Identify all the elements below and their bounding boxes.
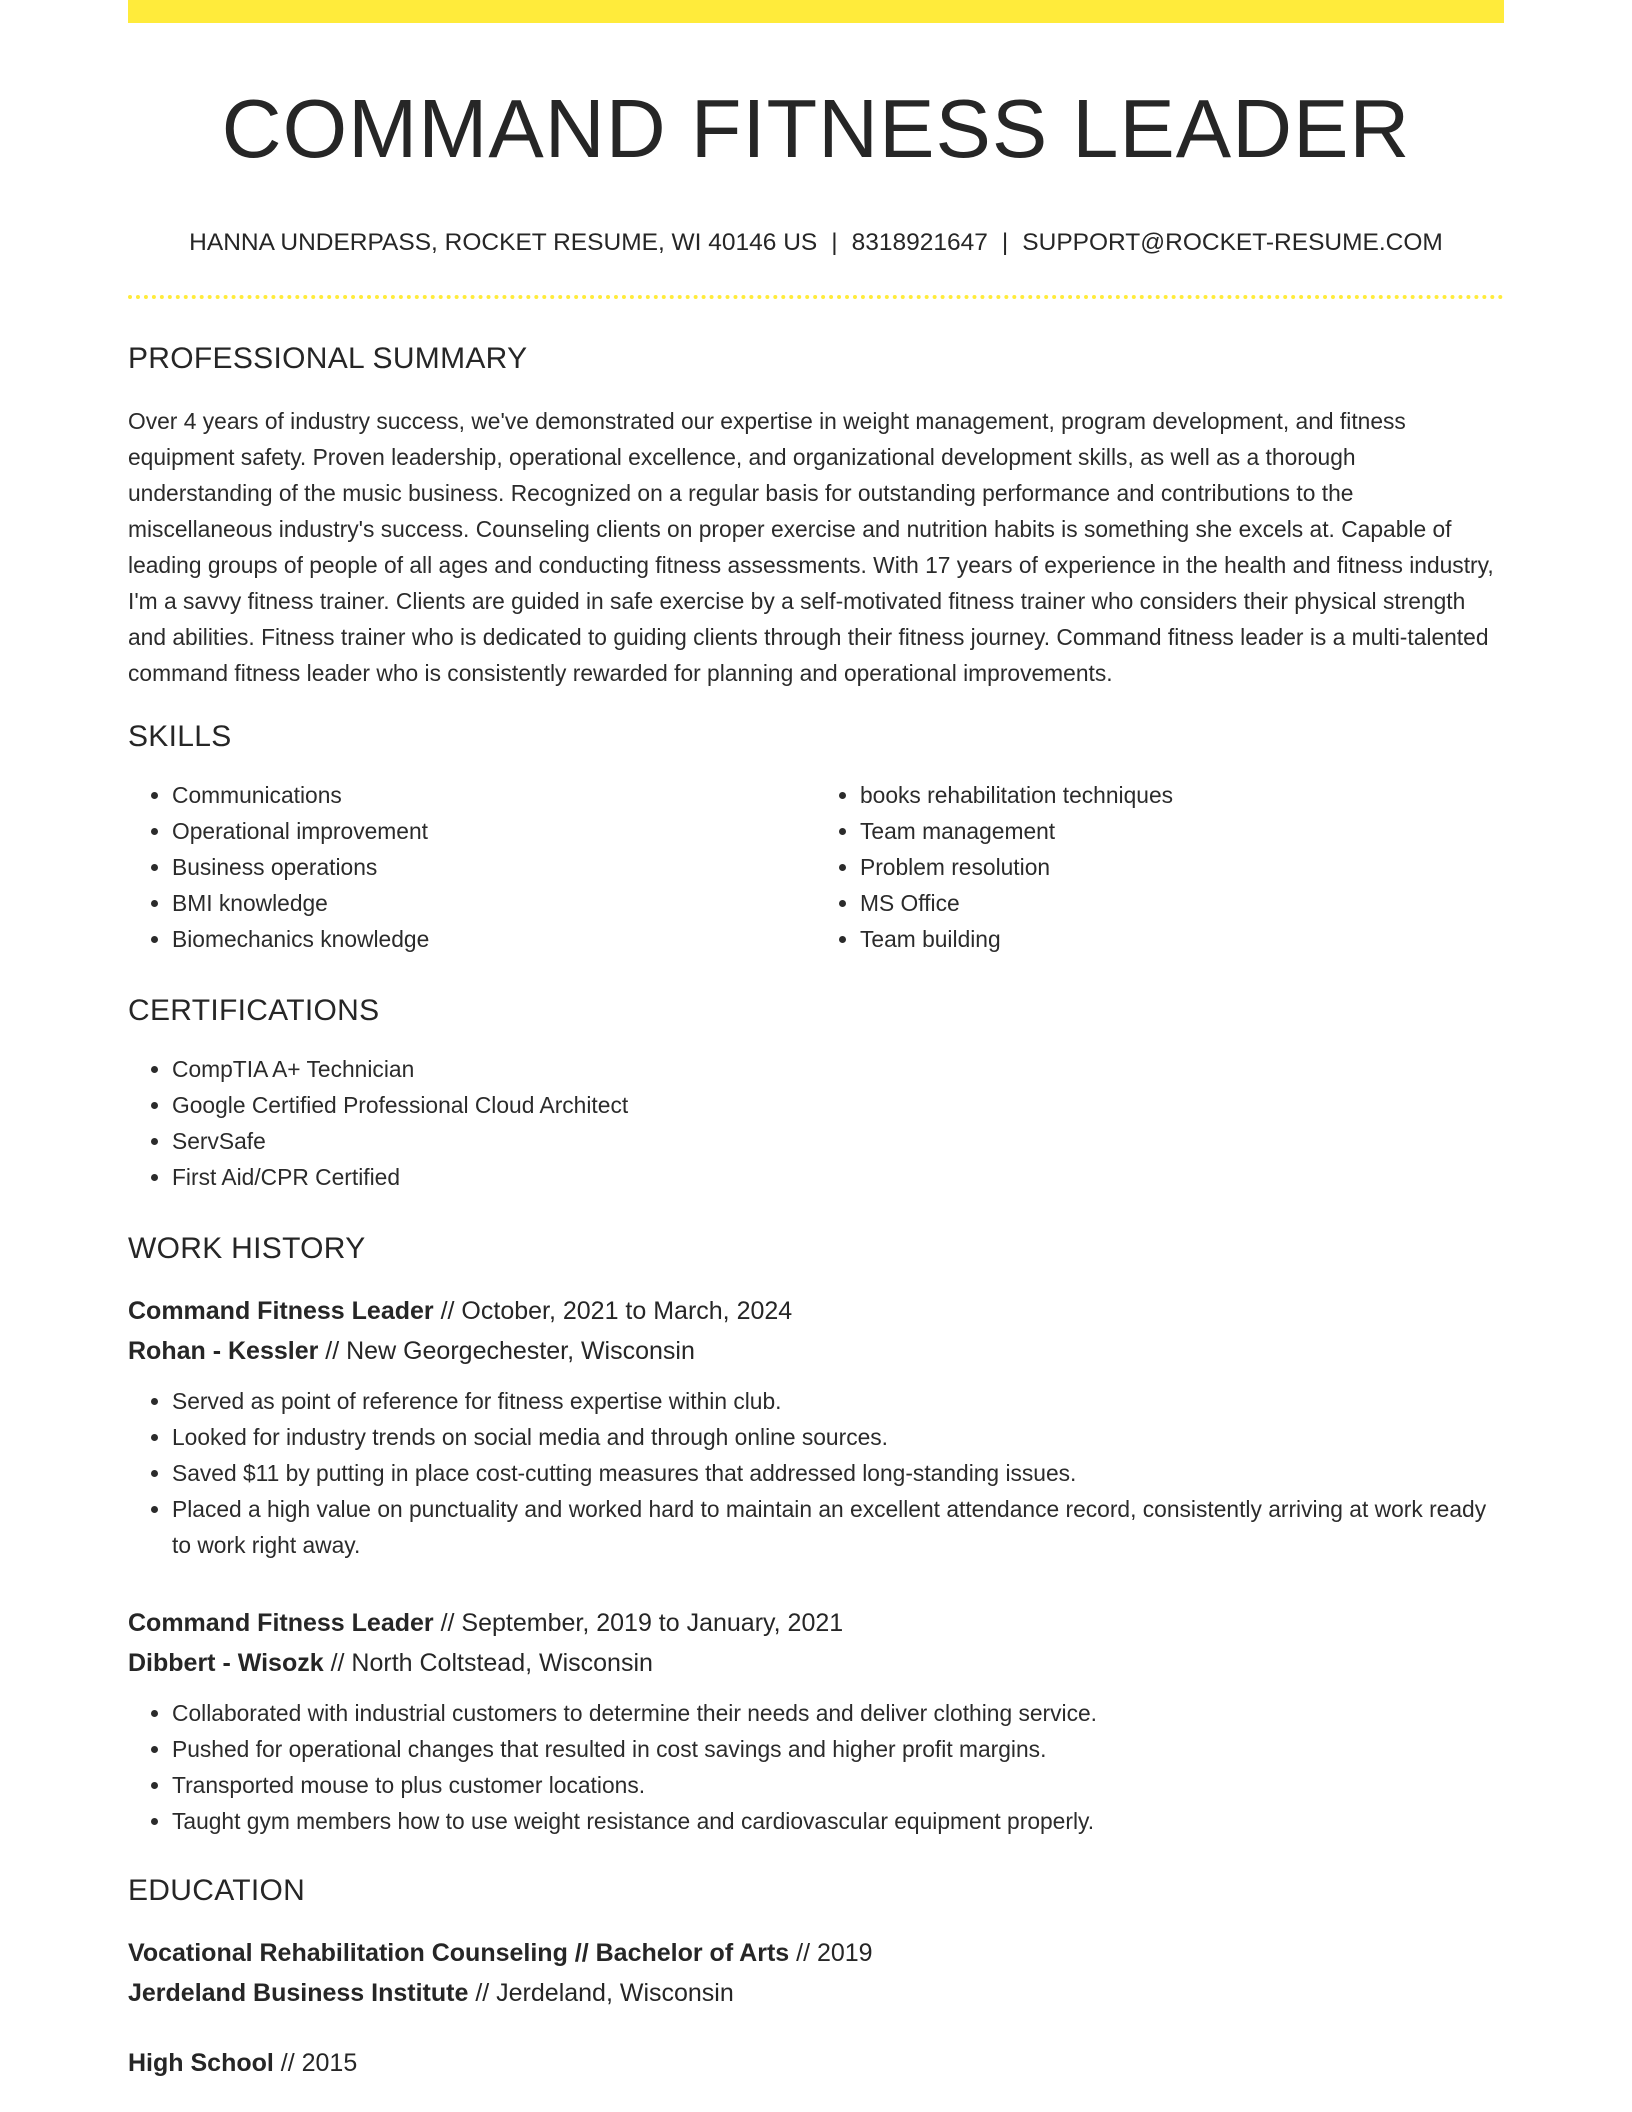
summary-text: Over 4 years of industry success, we've demonstrated our expertise in weight management, program development, and fitness equipment safety. Proven leadership, operational excellence, and organizational development skills, as well as a thorough understanding of the music business. Recognized on a regular basis for outstanding performance and contributions to the miscellaneous industry's success. Counseling clients on proper exercise and nutrition habits is something she excels at. Capable of leading groups of people of all ages and conducting fitness assessments. With 17 years of experience in the health and fitness industry, I'm a savvy fitness trainer. Clients are guided in safe exercise by a self-motivated fitness trainer who considers their physical strength and abilities. Fitness trainer who is dedicated to guiding clients through their fitness journey. Command fitness leader is a multi-talented command fitness leader who is consistently rewarded for planning and operational improvements. bbox=[128, 408, 1494, 687]
job-dates: // October, 2021 to March, 2024 bbox=[433, 1297, 793, 1326]
job-location: // New Georgechester, Wisconsin bbox=[318, 1337, 695, 1366]
skill-item: • Communications bbox=[172, 777, 816, 813]
education-year: // 2015 bbox=[273, 2049, 358, 2078]
skills-heading: SKILLS bbox=[128, 720, 232, 754]
job-bullets bbox=[128, 1383, 1504, 1563]
education-heading: EDUCATION bbox=[128, 1874, 306, 1908]
certification-item: • First Aid/CPR Certified bbox=[172, 1159, 1504, 1195]
education-school: Jerdeland Business Institute bbox=[128, 1979, 469, 2008]
job-title-line bbox=[128, 1291, 1504, 1331]
job-dates: // September, 2019 to January, 2021 bbox=[433, 1609, 844, 1638]
education-location: // Jerdeland, Wisconsin bbox=[468, 1979, 734, 2008]
accent-top-bar bbox=[128, 0, 1504, 23]
education-degree-line bbox=[128, 1933, 1504, 1973]
certification-item: • CompTIA A+ Technician bbox=[172, 1051, 1504, 1087]
skill-item: • Problem resolution bbox=[860, 849, 1504, 885]
education-degree-line bbox=[128, 2043, 1504, 2083]
skill-item: • Biomechanics knowledge bbox=[172, 921, 816, 957]
job-bullet: • Served as point of reference for fitness expertise within club. bbox=[172, 1383, 1504, 1419]
job-company: Rohan - Kessler bbox=[128, 1337, 319, 1366]
skill-item: • BMI knowledge bbox=[172, 885, 816, 921]
education-section bbox=[128, 1873, 1504, 2083]
contact-phone: 8318921647 bbox=[851, 229, 988, 256]
job-title-line bbox=[128, 1603, 1504, 1643]
work-history-section bbox=[128, 1231, 1504, 1839]
job-bullet: • Saved $11 by putting in place cost-cutting measures that addressed long-standing issues. bbox=[172, 1455, 1504, 1491]
skill-item: • Team building bbox=[860, 921, 1504, 957]
skill-item: • Team management bbox=[860, 813, 1504, 849]
job-bullets bbox=[128, 1695, 1504, 1839]
job-bullet: • Taught gym members how to use weight resistance and cardiovascular equipment properly. bbox=[172, 1803, 1504, 1839]
summary-heading: PROFESSIONAL SUMMARY bbox=[128, 342, 528, 376]
job-bullet: • Looked for industry trends on social media and through online sources. bbox=[172, 1419, 1504, 1455]
education-entry bbox=[128, 1933, 1504, 2013]
job-title: Command Fitness Leader bbox=[128, 1609, 434, 1638]
work-history-heading: WORK HISTORY bbox=[128, 1232, 366, 1266]
certifications-list bbox=[128, 1051, 1504, 1195]
contact-line bbox=[128, 228, 1504, 257]
education-degree: Vocational Rehabilitation Counseling // Bachelor of Arts bbox=[128, 1939, 790, 1968]
contact-separator: | bbox=[1001, 229, 1009, 256]
job-company-line bbox=[128, 1643, 1504, 1683]
skill-item: • Operational improvement bbox=[172, 813, 816, 849]
summary-section bbox=[128, 341, 1504, 691]
job-bullet: • Pushed for operational changes that resulted in cost savings and higher profit margins. bbox=[172, 1731, 1504, 1767]
job-company-line bbox=[128, 1331, 1504, 1371]
skills-columns bbox=[128, 777, 1504, 957]
education-school-line bbox=[128, 1973, 1504, 2013]
contact-email: SUPPORT@ROCKET-RESUME.COM bbox=[1022, 229, 1443, 256]
dotted-divider bbox=[128, 295, 1504, 299]
job-bullet: • Collaborated with industrial customers to determine their needs and deliver clothing service. bbox=[172, 1695, 1504, 1731]
education-year: // 2019 bbox=[789, 1939, 873, 1968]
job-bullet: • Transported mouse to plus customer locations. bbox=[172, 1767, 1504, 1803]
job-location: // North Coltstead, Wisconsin bbox=[323, 1649, 653, 1678]
education-entry bbox=[128, 2043, 1504, 2083]
resume-page bbox=[128, 0, 1504, 2083]
skill-item: • books rehabilitation techniques bbox=[860, 777, 1504, 813]
skills-list-left bbox=[128, 777, 816, 957]
candidate-name: COMMAND FITNESS LEADER bbox=[221, 82, 1411, 175]
certifications-section bbox=[128, 993, 1504, 1195]
certifications-heading: CERTIFICATIONS bbox=[128, 994, 380, 1028]
contact-separator: | bbox=[831, 229, 838, 256]
job-title: Command Fitness Leader bbox=[128, 1297, 434, 1326]
job-entry bbox=[128, 1291, 1504, 1563]
certification-item: • Google Certified Professional Cloud Architect bbox=[172, 1087, 1504, 1123]
education-degree: High School bbox=[128, 2049, 274, 2078]
contact-address: HANNA UNDERPASS, ROCKET RESUME, WI 40146 US bbox=[189, 229, 818, 256]
skill-item: • MS Office bbox=[860, 885, 1504, 921]
job-entry bbox=[128, 1603, 1504, 1839]
skills-list-right bbox=[816, 777, 1504, 957]
job-company: Dibbert - Wisozk bbox=[128, 1649, 324, 1678]
skill-item: • Business operations bbox=[172, 849, 816, 885]
skills-section bbox=[128, 719, 1504, 957]
certification-item: • ServSafe bbox=[172, 1123, 1504, 1159]
job-bullet: • Placed a high value on punctuality and worked hard to maintain an excellent attendance record, consistently arriving at work ready to work right away. bbox=[172, 1491, 1504, 1563]
